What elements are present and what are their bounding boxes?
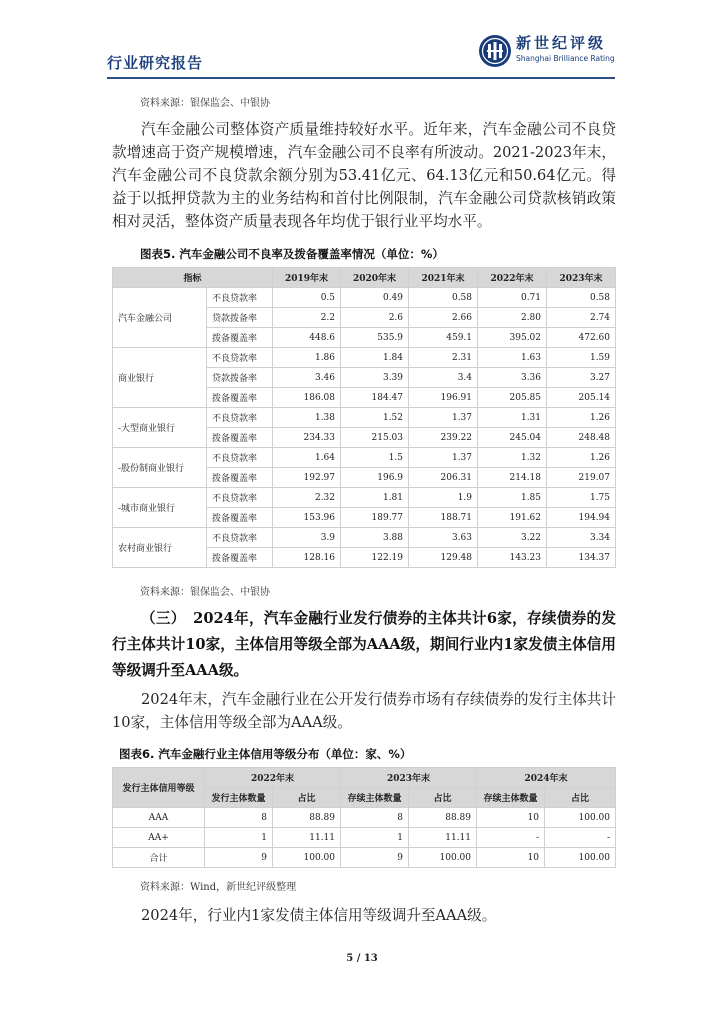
table-cell: 1.37 bbox=[409, 408, 478, 428]
table6-subheader: 存续主体数量 bbox=[477, 788, 545, 808]
indicator-label: 不良贷款率 bbox=[207, 288, 273, 308]
table-row bbox=[113, 828, 616, 848]
table-cell: 122.19 bbox=[341, 548, 409, 568]
table-cell: 2.31 bbox=[409, 348, 478, 368]
npl-coverage-table bbox=[112, 267, 616, 568]
table-cell: 10 bbox=[477, 848, 545, 868]
table-cell: 2.80 bbox=[478, 308, 547, 328]
grade-label: AA+ bbox=[113, 828, 205, 848]
indicator-label: 拨备覆盖率 bbox=[207, 548, 273, 568]
table-cell: 1.52 bbox=[341, 408, 409, 428]
table-cell: 2.2 bbox=[273, 308, 341, 328]
indicator-label: 拨备覆盖率 bbox=[207, 468, 273, 488]
source-note-top: 资料来源：银保监会、中银协 bbox=[140, 98, 270, 109]
table-cell: 0.5 bbox=[273, 288, 341, 308]
table6-subheader: 占比 bbox=[545, 788, 616, 808]
table-cell: 1.84 bbox=[341, 348, 409, 368]
table-cell: 88.89 bbox=[409, 808, 477, 828]
group-label: -城市商业银行 bbox=[113, 488, 207, 528]
grade-label: AAA bbox=[113, 808, 205, 828]
indicator-label: 不良贷款率 bbox=[207, 488, 273, 508]
table-cell: 2.74 bbox=[547, 308, 616, 328]
group-label: 商业银行 bbox=[113, 348, 207, 408]
grade-label: 合计 bbox=[113, 848, 205, 868]
table6-header-grade: 发行主体信用等级 bbox=[113, 768, 205, 808]
indicator-label: 拨备覆盖率 bbox=[207, 388, 273, 408]
table-cell: 215.03 bbox=[341, 428, 409, 448]
table-cell: 1.32 bbox=[478, 448, 547, 468]
table-cell: 188.71 bbox=[409, 508, 478, 528]
table-cell: 239.22 bbox=[409, 428, 478, 448]
table6-header-year: 2022年末 bbox=[205, 768, 341, 788]
group-label: -股份制商业银行 bbox=[113, 448, 207, 488]
table-cell: 3.22 bbox=[478, 528, 547, 548]
table-cell: - bbox=[545, 828, 616, 848]
page-number: 5 / 13 bbox=[346, 953, 378, 964]
brand-logo bbox=[478, 30, 618, 72]
table-cell: 100.00 bbox=[409, 848, 477, 868]
header-divider bbox=[107, 77, 615, 79]
table-cell: 1 bbox=[341, 828, 409, 848]
table-cell: 205.14 bbox=[547, 388, 616, 408]
table-cell: 88.89 bbox=[273, 808, 341, 828]
table-cell: 100.00 bbox=[545, 848, 616, 868]
credit-rating-table bbox=[112, 767, 616, 868]
table-cell: 11.11 bbox=[273, 828, 341, 848]
source-note-bottom: 资料来源：Wind，新世纪评级整理 bbox=[140, 882, 297, 893]
table-cell: 0.71 bbox=[478, 288, 547, 308]
table-cell: 3.34 bbox=[547, 528, 616, 548]
table-cell: 153.96 bbox=[273, 508, 341, 528]
table-cell: 245.04 bbox=[478, 428, 547, 448]
table-cell: 1.86 bbox=[273, 348, 341, 368]
group-label: 汽车金融公司 bbox=[113, 288, 207, 348]
table6-subheader: 占比 bbox=[273, 788, 341, 808]
table6-subheader: 存续主体数量 bbox=[341, 788, 409, 808]
indicator-label: 贷款拨备率 bbox=[207, 308, 273, 328]
table5-header-year: 2019年末 bbox=[273, 268, 341, 288]
table-cell: 9 bbox=[205, 848, 273, 868]
table-cell: 100.00 bbox=[273, 848, 341, 868]
table-cell: 0.58 bbox=[409, 288, 478, 308]
table-cell: 100.00 bbox=[545, 808, 616, 828]
table-cell: 3.27 bbox=[547, 368, 616, 388]
table6-header-year: 2023年末 bbox=[341, 768, 477, 788]
table-cell: 1.31 bbox=[478, 408, 547, 428]
table-cell: 8 bbox=[341, 808, 409, 828]
table6-title: 图表6. 汽车金融行业主体信用等级分布（单位：家、%） bbox=[119, 747, 412, 761]
table6-year-row bbox=[113, 768, 616, 788]
table5-header-year: 2020年末 bbox=[341, 268, 409, 288]
table-cell: 1.64 bbox=[273, 448, 341, 468]
logo-emblem-icon bbox=[478, 34, 512, 68]
table-cell: 206.31 bbox=[409, 468, 478, 488]
table-row bbox=[113, 848, 616, 868]
table-cell: 3.36 bbox=[478, 368, 547, 388]
table-cell: 189.77 bbox=[341, 508, 409, 528]
indicator-label: 贷款拨备率 bbox=[207, 368, 273, 388]
table-cell: 3.39 bbox=[341, 368, 409, 388]
table-cell: 214.18 bbox=[478, 468, 547, 488]
table-cell: 11.11 bbox=[409, 828, 477, 848]
table-cell: 1 bbox=[205, 828, 273, 848]
table-cell: 2.66 bbox=[409, 308, 478, 328]
table-cell: 1.59 bbox=[547, 348, 616, 368]
table-cell: 9 bbox=[341, 848, 409, 868]
table-row bbox=[113, 408, 616, 428]
group-label: 农村商业银行 bbox=[113, 528, 207, 568]
logo-english-name: Shanghai Brilliance Rating bbox=[516, 54, 615, 63]
table-row bbox=[113, 448, 616, 468]
table-cell: 1.81 bbox=[341, 488, 409, 508]
table-cell: 3.88 bbox=[341, 528, 409, 548]
table-cell: 186.08 bbox=[273, 388, 341, 408]
table-cell: 134.37 bbox=[547, 548, 616, 568]
table5-header-indicator: 指标 bbox=[113, 268, 273, 288]
table-cell: 129.48 bbox=[409, 548, 478, 568]
table-cell: 0.58 bbox=[547, 288, 616, 308]
group-label: -大型商业银行 bbox=[113, 408, 207, 448]
table-cell: 128.16 bbox=[273, 548, 341, 568]
table-cell: 3.9 bbox=[273, 528, 341, 548]
table-row bbox=[113, 528, 616, 548]
table-cell: 1.26 bbox=[547, 408, 616, 428]
paragraph-asset-quality: 汽车金融公司整体资产质量维持较好水平。近年来，汽车金融公司不良贷款增速高于资产规模增速，汽车金融公司不良率有所波动。2021-2023年末，汽车金融公司不良贷款余额分别为53.41亿元、64.13亿元和50.64亿元。得益于以抵押贷款为主的业务结构和首付比例限制，汽车金融公司贷款核销政策相对灵活，整体资产质量表现各年均优于银行业平均水平。 bbox=[112, 121, 616, 230]
table-cell: 1.37 bbox=[409, 448, 478, 468]
table-cell: 248.48 bbox=[547, 428, 616, 448]
table5-title: 图表5. 汽车金融公司不良率及拨备覆盖率情况（单位：%） bbox=[140, 247, 444, 261]
table-cell: 184.47 bbox=[341, 388, 409, 408]
paragraph-rating-upgrade: 2024年，行业内1家发债主体信用等级调升至AAA级。 bbox=[141, 907, 497, 924]
section-heading-bond-issuers: （三） 2024年，汽车金融行业发行债券的主体共计6家，存续债券的发行主体共计10家，主体信用等级全部为AAA级，期间行业内1家发债主体信用等级调升至AAA级。 bbox=[112, 610, 616, 679]
indicator-label: 不良贷款率 bbox=[207, 348, 273, 368]
report-category-title: 行业研究报告 bbox=[107, 54, 204, 72]
indicator-label: 拨备覆盖率 bbox=[207, 428, 273, 448]
table6-subheader: 发行主体数量 bbox=[205, 788, 273, 808]
indicator-label: 拨备覆盖率 bbox=[207, 508, 273, 528]
table-cell: 3.63 bbox=[409, 528, 478, 548]
indicator-label: 不良贷款率 bbox=[207, 528, 273, 548]
indicator-label: 不良贷款率 bbox=[207, 448, 273, 468]
table-cell: 10 bbox=[477, 808, 545, 828]
source-note-mid: 资料来源：银保监会、中银协 bbox=[140, 587, 270, 598]
table-cell: 192.97 bbox=[273, 468, 341, 488]
table-row bbox=[113, 488, 616, 508]
table-cell: 194.94 bbox=[547, 508, 616, 528]
table-cell: 191.62 bbox=[478, 508, 547, 528]
table-cell: 3.46 bbox=[273, 368, 341, 388]
table-cell: 2.6 bbox=[341, 308, 409, 328]
table-cell: 1.75 bbox=[547, 488, 616, 508]
table5-header-year: 2021年末 bbox=[409, 268, 478, 288]
table-cell: 395.02 bbox=[478, 328, 547, 348]
table-cell: 1.85 bbox=[478, 488, 547, 508]
table-row bbox=[113, 348, 616, 368]
table-row bbox=[113, 808, 616, 828]
indicator-label: 不良贷款率 bbox=[207, 408, 273, 428]
table-cell: 535.9 bbox=[341, 328, 409, 348]
table-cell: - bbox=[477, 828, 545, 848]
table6-header-year: 2024年末 bbox=[477, 768, 616, 788]
table-row bbox=[113, 288, 616, 308]
table-cell: 472.60 bbox=[547, 328, 616, 348]
table-cell: 1.5 bbox=[341, 448, 409, 468]
table5-header-row bbox=[113, 268, 616, 288]
table-cell: 196.91 bbox=[409, 388, 478, 408]
table5-header-year: 2023年末 bbox=[547, 268, 616, 288]
table-cell: 0.49 bbox=[341, 288, 409, 308]
table-cell: 143.23 bbox=[478, 548, 547, 568]
paragraph-issuer-ratings: 2024年末，汽车金融行业在公开发行债券市场有存续债券的发行主体共计10家，主体信用等级全部为AAA级。 bbox=[112, 691, 616, 731]
table-cell: 1.26 bbox=[547, 448, 616, 468]
table-cell: 234.33 bbox=[273, 428, 341, 448]
table-cell: 448.6 bbox=[273, 328, 341, 348]
indicator-label: 拨备覆盖率 bbox=[207, 328, 273, 348]
table6-subheader: 占比 bbox=[409, 788, 477, 808]
table-cell: 219.07 bbox=[547, 468, 616, 488]
logo-chinese-name: 新世纪评级 bbox=[516, 34, 607, 52]
table-cell: 459.1 bbox=[409, 328, 478, 348]
table-cell: 1.9 bbox=[409, 488, 478, 508]
table-cell: 1.38 bbox=[273, 408, 341, 428]
table-cell: 8 bbox=[205, 808, 273, 828]
table-cell: 196.9 bbox=[341, 468, 409, 488]
table-cell: 205.85 bbox=[478, 388, 547, 408]
table-cell: 2.32 bbox=[273, 488, 341, 508]
table-cell: 3.4 bbox=[409, 368, 478, 388]
table-cell: 1.63 bbox=[478, 348, 547, 368]
table5-header-year: 2022年末 bbox=[478, 268, 547, 288]
